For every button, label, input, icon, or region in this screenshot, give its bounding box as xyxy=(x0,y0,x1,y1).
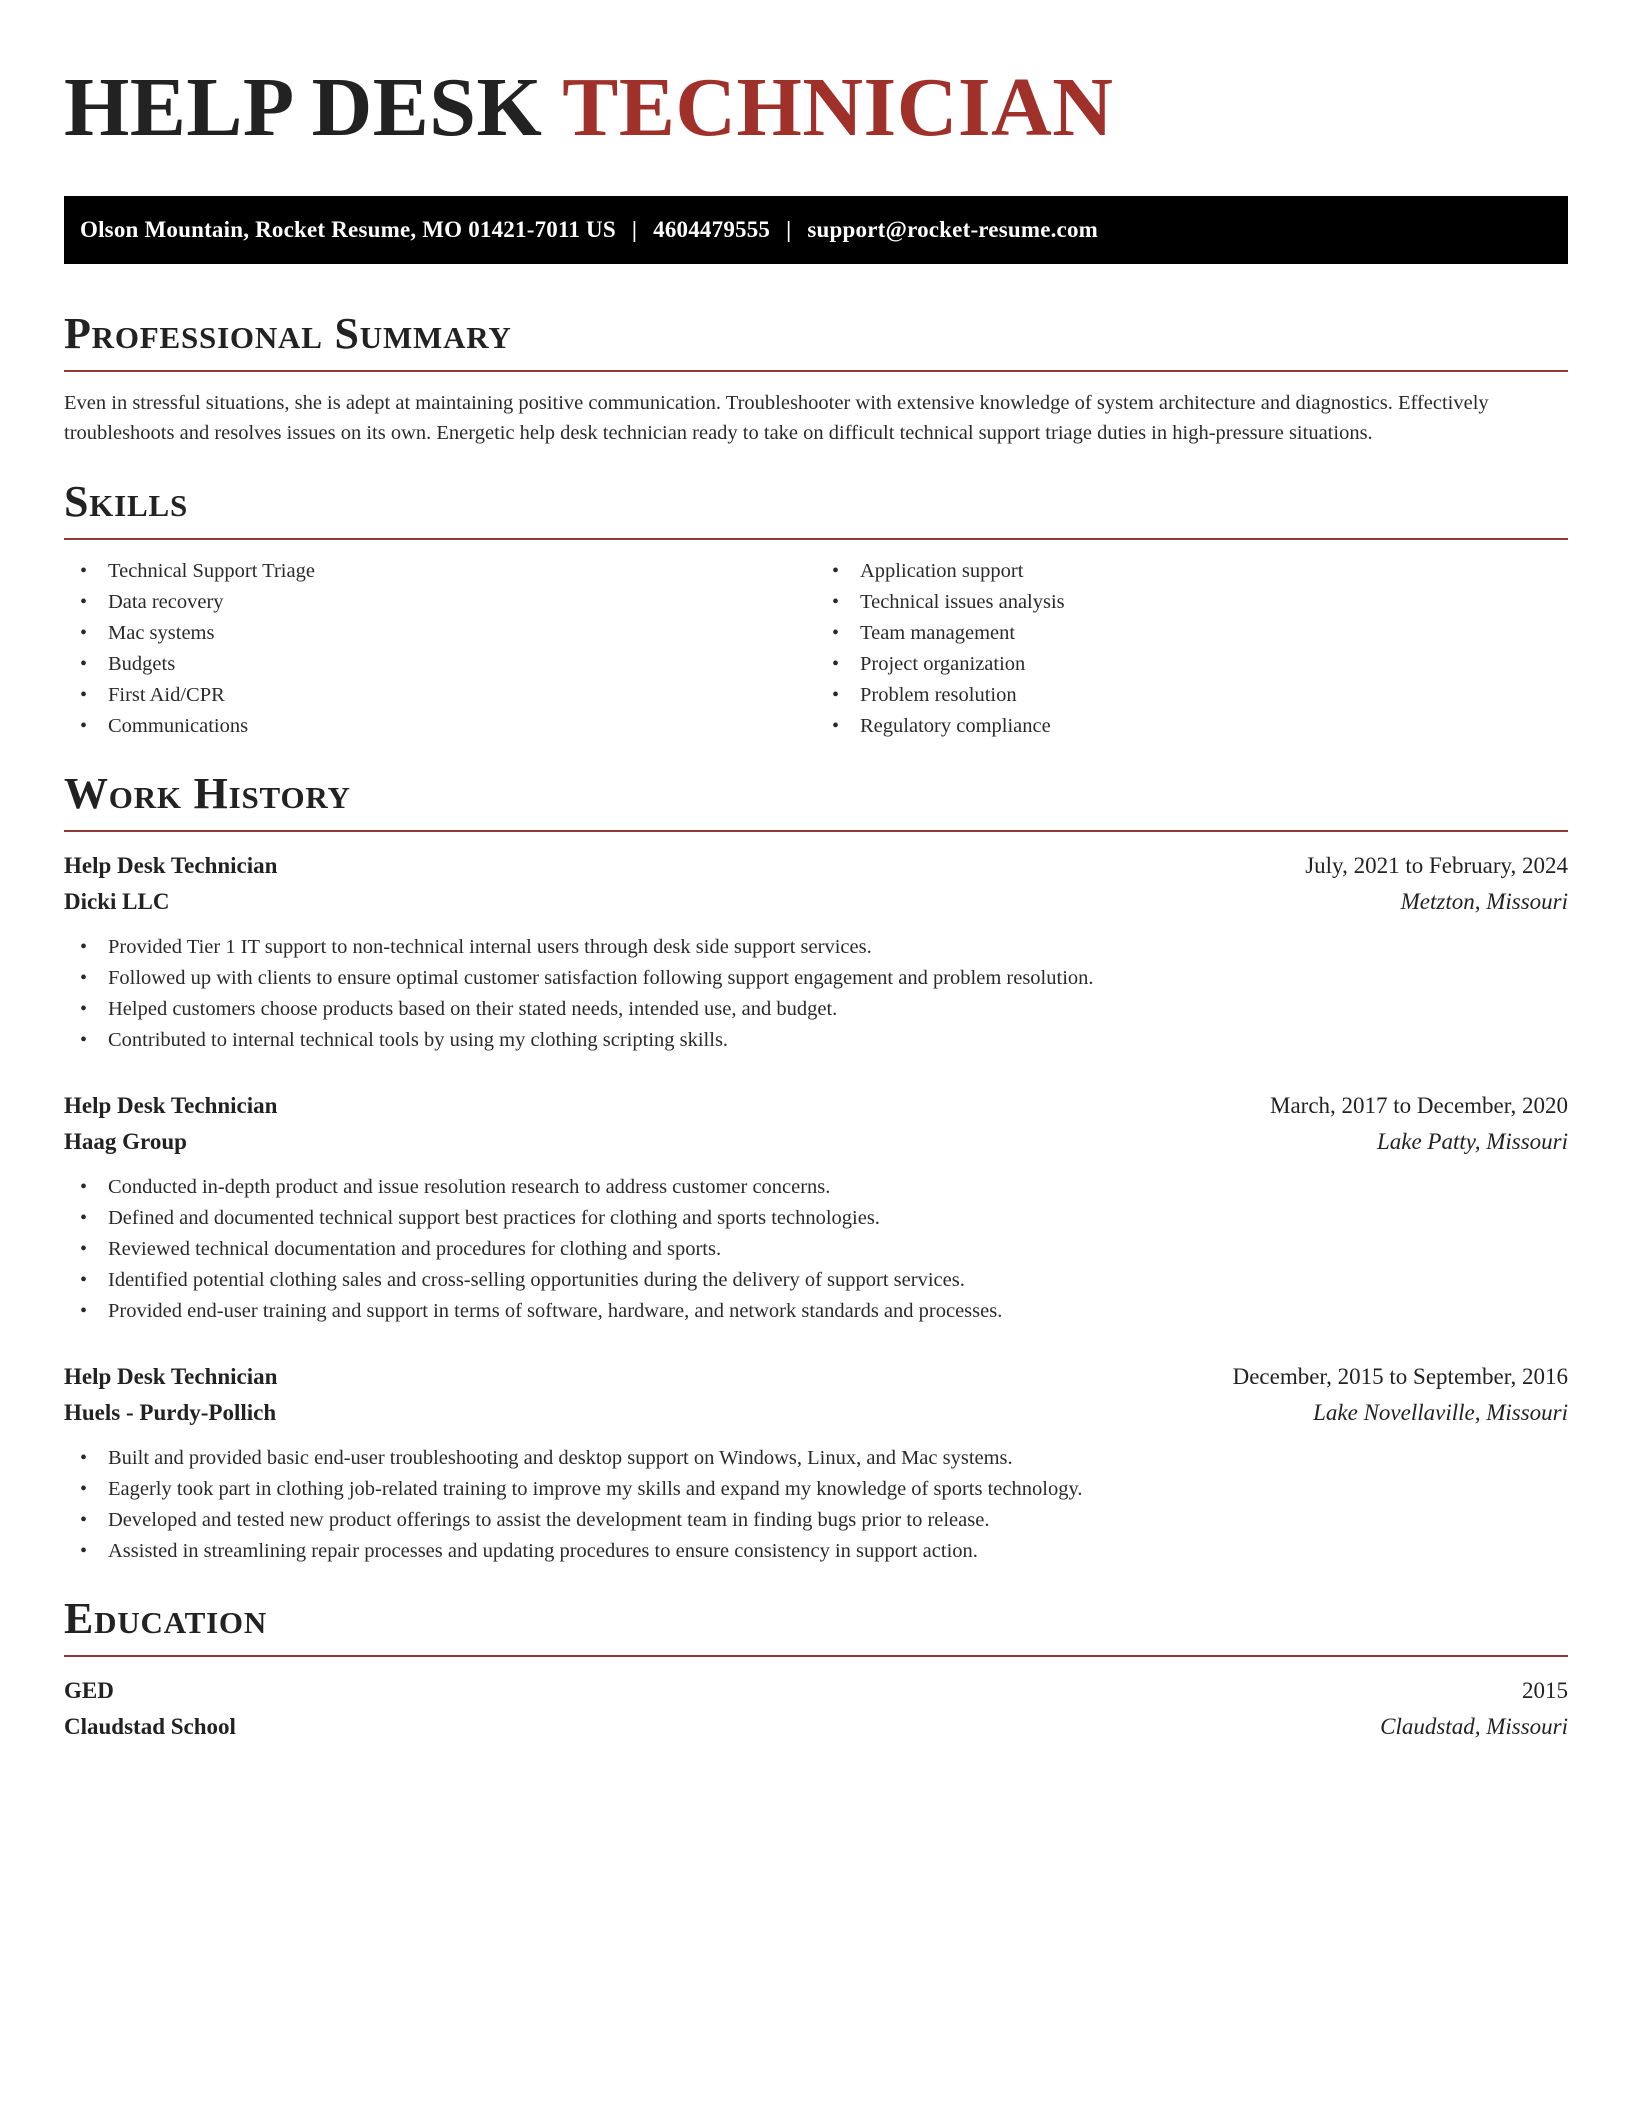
skills-heading: Skills xyxy=(64,477,189,526)
section-divider xyxy=(64,830,1568,832)
skill-item: • Communications xyxy=(64,711,816,742)
job-bullets xyxy=(64,1443,1568,1567)
job-bullet: • Provided end-user training and support in terms of software, hardware, and network standards and processes. xyxy=(64,1296,1568,1327)
contact-address: Olson Mountain, Rocket Resume, MO 01421-7011 US xyxy=(80,217,616,242)
job-title: Help Desk Technician xyxy=(64,1093,278,1118)
job-bullet: • Helped customers choose products based on their stated needs, intended use, and budget. xyxy=(64,994,1568,1025)
skills-column-left xyxy=(64,556,816,742)
skill-item: • Regulatory compliance xyxy=(816,711,1568,742)
skill-item: • Team management xyxy=(816,618,1568,649)
job-company: Huels - Purdy-Pollich xyxy=(64,1400,277,1425)
education-heading: Education xyxy=(64,1594,268,1643)
skill-item: • Mac systems xyxy=(64,618,816,649)
work-history-heading: Work History xyxy=(64,769,351,818)
job-bullet: • Assisted in streamlining repair processes and updating procedures to ensure consistency in support action. xyxy=(64,1536,1568,1567)
job-bullet: • Developed and tested new product offerings to assist the development team in finding bugs prior to release. xyxy=(64,1505,1568,1536)
job-entry xyxy=(64,1088,1568,1327)
job-bullets xyxy=(64,932,1568,1056)
skills-column-right xyxy=(816,556,1568,742)
job-dates: December, 2015 to September, 2016 xyxy=(1232,1364,1568,1389)
contact-separator: | xyxy=(631,217,638,242)
summary-section xyxy=(64,308,1568,448)
skill-item: • Application support xyxy=(816,556,1568,587)
job-company: Haag Group xyxy=(64,1129,187,1154)
section-divider xyxy=(64,370,1568,372)
resume-title xyxy=(64,60,1568,156)
job-location: Lake Patty, Missouri xyxy=(1376,1129,1568,1154)
skills-list xyxy=(64,556,1568,742)
education-school-row xyxy=(64,1709,1568,1745)
education-location: Claudstad, Missouri xyxy=(1380,1714,1568,1739)
job-bullet: • Identified potential clothing sales and cross-selling opportunities during the delivery of support services. xyxy=(64,1265,1568,1296)
education-entry xyxy=(64,1673,1568,1745)
skill-item: • Technical issues analysis xyxy=(816,587,1568,618)
education-section xyxy=(64,1593,1568,1745)
skill-item: • Data recovery xyxy=(64,587,816,618)
education-header-row xyxy=(64,1673,1568,1709)
job-entry xyxy=(64,1359,1568,1567)
title-primary: HELP DESK xyxy=(64,61,543,154)
job-dates: March, 2017 to December, 2020 xyxy=(1270,1093,1568,1118)
job-bullet: • Reviewed technical documentation and procedures for clothing and sports. xyxy=(64,1234,1568,1265)
work-history-section xyxy=(64,768,1568,1567)
summary-heading: Professional Summary xyxy=(64,309,512,358)
job-header-row xyxy=(64,848,1568,884)
job-bullet: • Conducted in-depth product and issue resolution research to address customer concerns. xyxy=(64,1172,1568,1203)
skill-item: • Technical Support Triage xyxy=(64,556,816,587)
skills-section xyxy=(64,476,1568,742)
education-year: 2015 xyxy=(1522,1678,1568,1703)
contact-separator: | xyxy=(786,217,792,242)
section-divider xyxy=(64,538,1568,540)
education-school: Claudstad School xyxy=(64,1714,236,1739)
job-bullet: • Contributed to internal technical tools by using my clothing scripting skills. xyxy=(64,1025,1568,1056)
job-dates: July, 2021 to February, 2024 xyxy=(1305,853,1568,878)
job-bullet: • Followed up with clients to ensure optimal customer satisfaction following support engagement and problem resolution. xyxy=(64,963,1568,994)
summary-text: Even in stressful situations, she is adept at maintaining positive communication. Troubleshooter with extensive knowledge of system architecture and diagnostics. Effectively troubleshoots and resolves issues on its own. Energetic help desk technician ready to take on difficult technical support triage duties in high-pressure situations. xyxy=(64,392,1489,444)
job-header-row xyxy=(64,1088,1568,1124)
job-title: Help Desk Technician xyxy=(64,1364,278,1389)
job-bullet: • Eagerly took part in clothing job-related training to improve my skills and expand my knowledge of sports technology. xyxy=(64,1474,1568,1505)
job-bullet: • Defined and documented technical support best practices for clothing and sports technologies. xyxy=(64,1203,1568,1234)
job-bullets xyxy=(64,1172,1568,1327)
job-title: Help Desk Technician xyxy=(64,853,278,878)
section-divider xyxy=(64,1655,1568,1657)
job-bullet: • Provided Tier 1 IT support to non-technical internal users through desk side support services. xyxy=(64,932,1568,963)
job-header-row xyxy=(64,1359,1568,1395)
skill-item: • Problem resolution xyxy=(816,680,1568,711)
job-company-row xyxy=(64,1124,1568,1160)
job-company-row xyxy=(64,884,1568,920)
contact-bar xyxy=(64,196,1568,264)
contact-email: support@rocket-resume.com xyxy=(807,217,1099,242)
skill-item: • Budgets xyxy=(64,649,816,680)
job-location: Metzton, Missouri xyxy=(1400,889,1568,914)
job-company: Dicki LLC xyxy=(64,889,170,914)
skill-item: • First Aid/CPR xyxy=(64,680,816,711)
title-accent: TECHNICIAN xyxy=(562,61,1114,154)
job-location: Lake Novellaville, Missouri xyxy=(1313,1400,1568,1425)
job-company-row xyxy=(64,1395,1568,1431)
job-entry xyxy=(64,848,1568,1056)
education-degree: GED xyxy=(64,1678,114,1703)
skill-item: • Project organization xyxy=(816,649,1568,680)
contact-phone: 4604479555 xyxy=(653,217,771,242)
job-bullet: • Built and provided basic end-user troubleshooting and desktop support on Windows, Linux, and Mac systems. xyxy=(64,1443,1568,1474)
